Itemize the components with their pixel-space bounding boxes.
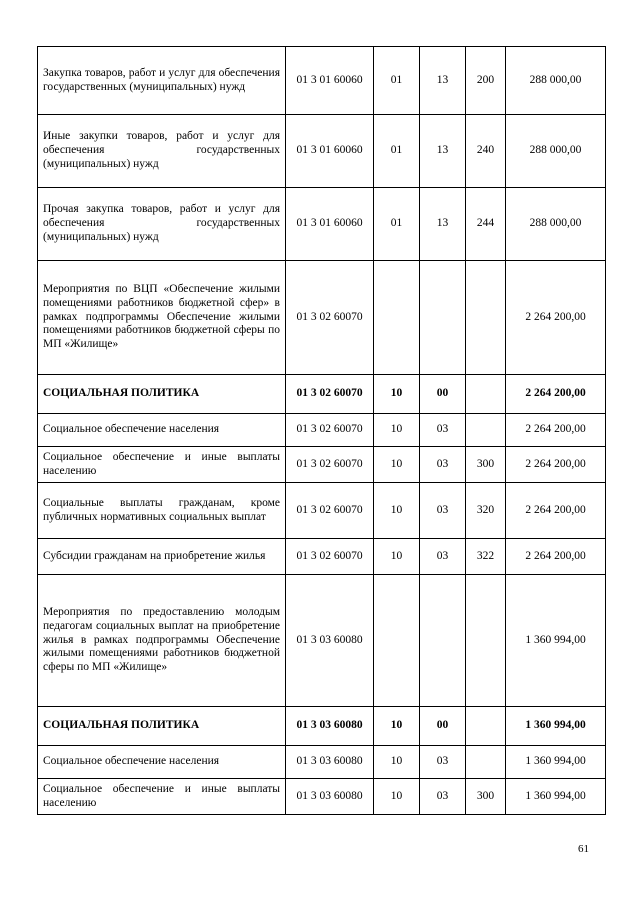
subsection-code-cell: 00 xyxy=(420,707,466,746)
section-code-cell: 01 xyxy=(374,188,420,261)
expense-type-code-cell: 200 xyxy=(466,47,506,115)
subsection-code-cell: 03 xyxy=(420,779,466,815)
target-code-cell: 01 3 02 60070 xyxy=(286,539,374,575)
expense-type-code-cell: 300 xyxy=(466,447,506,483)
budget-table xyxy=(37,46,606,815)
row-name-cell: Прочая закупка товаров, работ и услуг для обеспечения государственных (муниципальных) нужд xyxy=(38,188,286,261)
amount-cell: 1 360 994,00 xyxy=(506,707,606,746)
table-row xyxy=(38,575,606,707)
expense-type-code-cell: 322 xyxy=(466,539,506,575)
expense-type-code-cell xyxy=(466,375,506,414)
subsection-code-cell: 13 xyxy=(420,188,466,261)
subsection-code-cell: 03 xyxy=(420,483,466,539)
row-name-cell: Субсидии гражданам на приобретение жилья xyxy=(38,539,286,575)
amount-cell: 1 360 994,00 xyxy=(506,779,606,815)
expense-type-code-cell: 320 xyxy=(466,483,506,539)
amount-cell: 2 264 200,00 xyxy=(506,483,606,539)
expense-type-code-cell xyxy=(466,261,506,375)
row-name-cell: Мероприятия по ВЦП «Обеспечение жилыми помещениями работников бюджетной сфер» в рамках подпрограммы Обеспечение жилыми помещениями работников бюджетной сферы по МП «Жилище» xyxy=(38,261,286,375)
subsection-code-cell: 03 xyxy=(420,414,466,447)
table-row xyxy=(38,47,606,115)
amount-cell: 2 264 200,00 xyxy=(506,447,606,483)
expense-type-code-cell xyxy=(466,575,506,707)
subsection-code-cell: 03 xyxy=(420,447,466,483)
table-row xyxy=(38,375,606,414)
subsection-code-cell: 03 xyxy=(420,746,466,779)
target-code-cell: 01 3 03 60080 xyxy=(286,746,374,779)
page-number: 61 xyxy=(578,843,589,855)
expense-type-code-cell xyxy=(466,746,506,779)
amount-cell: 2 264 200,00 xyxy=(506,375,606,414)
section-code-cell: 10 xyxy=(374,483,420,539)
amount-cell: 1 360 994,00 xyxy=(506,746,606,779)
section-code-cell: 10 xyxy=(374,414,420,447)
amount-cell: 1 360 994,00 xyxy=(506,575,606,707)
expense-type-code-cell xyxy=(466,414,506,447)
table-row xyxy=(38,779,606,815)
expense-type-code-cell xyxy=(466,707,506,746)
subsection-code-cell: 03 xyxy=(420,539,466,575)
table-row xyxy=(38,414,606,447)
table-row xyxy=(38,115,606,188)
table-row xyxy=(38,539,606,575)
subsection-code-cell xyxy=(420,261,466,375)
amount-cell: 2 264 200,00 xyxy=(506,539,606,575)
amount-cell: 2 264 200,00 xyxy=(506,414,606,447)
target-code-cell: 01 3 01 60060 xyxy=(286,115,374,188)
target-code-cell: 01 3 03 60080 xyxy=(286,779,374,815)
target-code-cell: 01 3 03 60080 xyxy=(286,575,374,707)
section-code-cell: 01 xyxy=(374,47,420,115)
section-code-cell: 10 xyxy=(374,707,420,746)
table-row xyxy=(38,746,606,779)
section-code-cell: 10 xyxy=(374,539,420,575)
row-name-cell: Социальное обеспечение населения xyxy=(38,746,286,779)
table-row xyxy=(38,188,606,261)
row-name-cell: СОЦИАЛЬНАЯ ПОЛИТИКА xyxy=(38,375,286,414)
row-name-cell: Мероприятия по предоставлению молодым педагогам социальных выплат на приобретение жилья в рамках подпрограммы Обеспечение жилыми помещениями работников бюджетной сферы по МП «Жилище» xyxy=(38,575,286,707)
row-name-cell: СОЦИАЛЬНАЯ ПОЛИТИКА xyxy=(38,707,286,746)
section-code-cell: 10 xyxy=(374,375,420,414)
section-code-cell: 10 xyxy=(374,746,420,779)
expense-type-code-cell: 244 xyxy=(466,188,506,261)
section-code-cell: 10 xyxy=(374,779,420,815)
target-code-cell: 01 3 02 60070 xyxy=(286,375,374,414)
amount-cell: 288 000,00 xyxy=(506,115,606,188)
target-code-cell: 01 3 01 60060 xyxy=(286,47,374,115)
section-code-cell xyxy=(374,575,420,707)
row-name-cell: Социальное обеспечение и иные выплаты населению xyxy=(38,447,286,483)
subsection-code-cell: 13 xyxy=(420,115,466,188)
target-code-cell: 01 3 01 60060 xyxy=(286,188,374,261)
expense-type-code-cell: 240 xyxy=(466,115,506,188)
target-code-cell: 01 3 03 60080 xyxy=(286,707,374,746)
row-name-cell: Социальное обеспечение и иные выплаты населению xyxy=(38,779,286,815)
table-row xyxy=(38,483,606,539)
table-row xyxy=(38,261,606,375)
row-name-cell: Иные закупки товаров, работ и услуг для обеспечения государственных (муниципальных) нужд xyxy=(38,115,286,188)
table-row xyxy=(38,447,606,483)
target-code-cell: 01 3 02 60070 xyxy=(286,483,374,539)
amount-cell: 288 000,00 xyxy=(506,188,606,261)
subsection-code-cell: 13 xyxy=(420,47,466,115)
subsection-code-cell xyxy=(420,575,466,707)
section-code-cell xyxy=(374,261,420,375)
target-code-cell: 01 3 02 60070 xyxy=(286,414,374,447)
row-name-cell: Социальные выплаты гражданам, кроме публичных нормативных социальных выплат xyxy=(38,483,286,539)
target-code-cell: 01 3 02 60070 xyxy=(286,261,374,375)
amount-cell: 288 000,00 xyxy=(506,47,606,115)
row-name-cell: Социальное обеспечение населения xyxy=(38,414,286,447)
table-row xyxy=(38,707,606,746)
row-name-cell: Закупка товаров, работ и услуг для обеспечения государственных (муниципальных) нужд xyxy=(38,47,286,115)
section-code-cell: 10 xyxy=(374,447,420,483)
target-code-cell: 01 3 02 60070 xyxy=(286,447,374,483)
expense-type-code-cell: 300 xyxy=(466,779,506,815)
subsection-code-cell: 00 xyxy=(420,375,466,414)
section-code-cell: 01 xyxy=(374,115,420,188)
amount-cell: 2 264 200,00 xyxy=(506,261,606,375)
